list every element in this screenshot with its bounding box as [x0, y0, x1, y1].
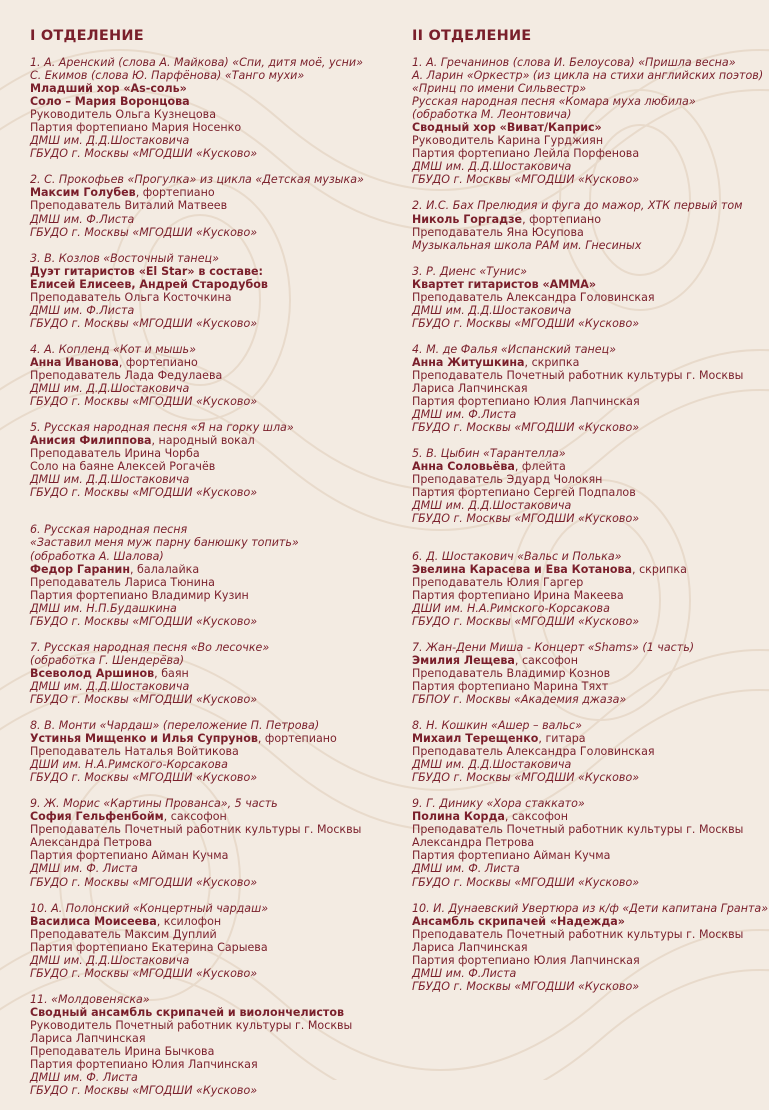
section-2: [412, 26, 769, 1006]
program-item: [30, 252, 390, 330]
staff-line: Партия фортепиано Владимир Кузин: [30, 588, 249, 602]
program-line: ГБУДО г. Москвы «МГОДШИ «Кусково»: [412, 512, 640, 526]
program-line: 9. Ж. Морис «Картины Прованса», 5 часть: [30, 797, 278, 811]
program-line: ГБУДО г. Москвы «МГОДШИ «Кусково»: [30, 692, 258, 706]
staff-line: Партия фортепиано Екатерина Сарыева: [30, 940, 268, 954]
program-item: [30, 719, 390, 784]
program-line: «Заставил меня муж парну банюшку топить»: [30, 536, 299, 550]
program-item: [30, 797, 390, 888]
program-line: ГБУДО г. Москвы «МГОДШИ «Кусково»: [30, 147, 258, 161]
performer-name: Анна Соловьёва: [412, 460, 515, 474]
performer-name: Максим Голубев: [30, 186, 136, 200]
staff-line: Преподаватель Ирина Бычкова: [30, 1045, 215, 1059]
program-line: ГБУДО г. Москвы «МГОДШИ «Кусково»: [30, 1084, 258, 1098]
performer-name: Николь Горгадзе: [412, 212, 523, 226]
program-item: [30, 902, 390, 980]
program-line: 4. М. де Фалья «Испанский танец»: [412, 342, 616, 356]
performer-line: [412, 460, 764, 473]
program-line: ГБУДО г. Москвы «МГОДШИ «Кусково»: [30, 614, 258, 628]
staff-line: Преподаватель Лариса Тюнина: [30, 575, 215, 589]
instrument: , скрипка: [524, 355, 580, 369]
program-item: [412, 641, 764, 706]
instrument: , гитара: [538, 732, 586, 746]
performer-line: [412, 213, 764, 226]
program-line: 11. «Молдовеняска»: [30, 992, 150, 1006]
program-line: 2. С. Прокофьев «Прогулка» из цикла «Детская музыка»: [30, 173, 364, 187]
section-1: [30, 26, 390, 1110]
program-line: ДШИ им. Н.А.Римского-Корсакова: [30, 758, 228, 772]
program-line: ГБУДО г. Москвы «МГОДШИ «Кусково»: [412, 421, 640, 435]
program-line: ДМШ им. Ф.Листа: [30, 303, 135, 317]
program-item: [30, 421, 390, 499]
instrument: , фортепиано: [118, 355, 198, 369]
program-line: ДМШ им. Д.Д.Шостаковича: [412, 499, 572, 513]
staff-line: Партия фортепиано Юлия Лапчинская: [30, 1058, 258, 1072]
staff-line: Преподаватель Юлия Гаргер: [412, 575, 584, 589]
program-item: [412, 797, 764, 888]
performer-name: Эмилия Лещева: [412, 653, 515, 667]
staff-line: Партия фортепиано Сергей Подпалов: [412, 486, 636, 500]
staff-line: Руководитель Почетный работник культуры г. Москвы: [30, 1018, 353, 1032]
program-line: А. Ларин «Оркестр» (из цикла на стихи английских поэтов): [412, 69, 764, 83]
program-item: [30, 343, 390, 408]
performer-line: [412, 654, 764, 667]
performer-name: Анисия Филиппова: [30, 434, 152, 448]
performer-line: Солo – Мария Воронцова: [30, 95, 190, 109]
program-item: [412, 719, 764, 784]
instrument: , фортепиано: [522, 212, 602, 226]
performer-line: [412, 356, 764, 369]
program-line: 9. Г. Динику «Хора стаккато»: [412, 797, 585, 811]
program-line: ГБУДО г. Москвы «МГОДШИ «Кусково»: [30, 486, 258, 500]
program-line: ГБУДО г. Москвы «МГОДШИ «Кусково»: [30, 225, 258, 239]
program-line: ДМШ им. Д.Д.Шостаковича: [412, 303, 572, 317]
staff-line: Преподаватель Ирина Чорба: [30, 447, 200, 461]
staff-line: Партия фортепиано Юлия Лапчинская: [412, 395, 640, 409]
performer-line: [412, 810, 764, 823]
program-line: ГБУДО г. Москвы «МГОДШИ «Кусково»: [30, 875, 258, 889]
staff-line: Лариса Лапчинская: [412, 940, 528, 954]
program-line: 3. Р. Диенс «Тунис»: [412, 264, 528, 278]
staff-line: Партия фортепиано Марина Тяхт: [412, 679, 609, 693]
program-line: ГБУДО г. Москвы «МГОДШИ «Кусково»: [412, 979, 640, 993]
program-line: ДМШ им. Д.Д.Шостаковича: [412, 160, 572, 174]
instrument: , саксофон: [514, 653, 578, 667]
performer-line: [30, 732, 390, 745]
performer-line: [30, 186, 390, 199]
staff-line: Лариса Лапчинская: [412, 382, 528, 396]
performer-line: Сводный ансамбль скрипачей и виолончелистов: [30, 1005, 344, 1019]
instrument: , саксофон: [163, 810, 227, 824]
staff-line: Партия фортепиано Лейла Порфенова: [412, 147, 640, 161]
performer-line: [30, 915, 390, 928]
performer-line: Квартет гитаристов «АММА»: [412, 277, 597, 291]
performer-line: Сводный хор «Виват/Каприс»: [412, 121, 602, 135]
program-line: (обработка М. Леонтовича): [412, 108, 572, 122]
staff-line: Преподаватель Лада Федулаева: [30, 368, 223, 382]
program-line: ДМШ им. Ф.Листа: [412, 966, 517, 980]
program-line: ДМШ им. Ф.Листа: [30, 212, 135, 226]
program-line: ГБУДО г. Москвы «МГОДШИ «Кусково»: [412, 614, 640, 628]
program-line: ГБУДО г. Москвы «МГОДШИ «Кусково»: [412, 875, 640, 889]
instrument: , фортепиано: [257, 732, 337, 746]
program-line: ДМШ им. Д.Д.Шостаковича: [30, 953, 190, 967]
program-item: [412, 56, 764, 186]
program-line: ДМШ им. Д.Д.Шостаковича: [30, 134, 190, 148]
program-line: ГБУДО г. Москвы «МГОДШИ «Кусково»: [30, 395, 258, 409]
performer-line: [412, 563, 764, 576]
program-item: [30, 993, 390, 1097]
performer-name: Анна Иванова: [30, 355, 119, 369]
program-line: 4. А. Копленд «Кот и мышь»: [30, 342, 196, 356]
program-line: ДМШ им. Ф. Листа: [412, 862, 520, 876]
staff-line: Партия фортепиано Ирина Макеева: [412, 588, 624, 602]
program-line: Русская народная песня «Комара муха любила»: [412, 95, 696, 109]
performer-line: Младший хор «As-соль»: [30, 82, 187, 96]
performer-line: [30, 356, 390, 369]
performer-name: София Гельфенбойм: [30, 810, 164, 824]
staff-line: Преподаватель Почетный работник культуры г. Москвы: [412, 823, 744, 837]
instrument: , ксилофон: [156, 914, 222, 928]
instrument: , балалайка: [130, 562, 200, 576]
performer-line: Елисей Елисеев, Андрей Стародубов: [30, 277, 268, 291]
program-line: ДМШ им. Н.П.Будашкина: [30, 601, 177, 615]
section-title: II ОТДЕЛЕНИЕ: [412, 28, 532, 44]
program-line: 6. Русская народная песня: [30, 523, 188, 537]
program-line: 7. Русская народная песня «Во лесочке»: [30, 640, 270, 654]
staff-line: Преподаватель Почетный работник культуры г. Москвы: [412, 927, 744, 941]
program-line: 1. А. Гречанинов (слова И. Белоусова) «Пришла весна»: [412, 56, 736, 69]
program-line: ДМШ им. Ф. Листа: [30, 1071, 138, 1085]
instrument: , народный вокал: [151, 434, 255, 448]
staff-line: Преподаватель Александра Головинская: [412, 745, 655, 759]
program-line: С. Екимов (слова Ю. Парфёнова) «Танго мухи»: [30, 69, 305, 83]
staff-line: Партия фортепиано Мария Носенко: [30, 121, 242, 135]
program-line: ГБПОУ г. Москвы «Академия джаза»: [412, 692, 627, 706]
program-line: ГБУДО г. Москвы «МГОДШИ «Кусково»: [412, 771, 640, 785]
staff-line: Преподаватель Максим Дуплий: [30, 927, 217, 941]
performer-line: [30, 667, 390, 680]
staff-line: Преподаватель Виталий Матвеев: [30, 199, 228, 213]
staff-line: Соло на баяне Алексей Рогачёв: [30, 460, 216, 474]
performer-name: Устинья Мищенко и Илья Супрунов: [30, 732, 258, 746]
program-line: 6. Д. Шостакович «Вальс и Полька»: [412, 549, 622, 563]
staff-line: Преподаватель Александра Головинская: [412, 290, 655, 304]
program-line: 8. В. Монти «Чардаш» (переложение П. Петрова): [30, 719, 320, 733]
program-line: (обработка Г. Шендерёва): [30, 653, 185, 667]
instrument: , флейта: [514, 460, 566, 474]
program-item: [412, 265, 764, 330]
program-line: 7. Жан-Дени Миша - Концерт «Shams» (1 часть): [412, 640, 695, 654]
performer-line: [412, 732, 764, 745]
staff-line: Преподаватель Почетный работник культуры г. Москвы: [30, 823, 362, 837]
staff-line: Руководитель Ольга Кузнецова: [30, 108, 216, 122]
staff-line: Партия фортепиано Айман Кучма: [30, 849, 229, 863]
program-item: [30, 173, 390, 238]
staff-line: Лариса Лапчинская: [30, 1032, 146, 1045]
program-line: ДМШ им. Д.Д.Шостаковича: [412, 758, 572, 772]
staff-line: Преподаватель Почетный работник культуры г. Москвы: [412, 368, 744, 382]
performer-name: Федор Гаранин: [30, 562, 130, 576]
section-title: I ОТДЕЛЕНИЕ: [30, 28, 144, 44]
program-line: 10. И. Дунаевский Увертюра из к/ф «Дети капитана Гранта»: [412, 901, 769, 915]
program-line: ДМШ им. Д.Д.Шостаковича: [30, 679, 190, 693]
program-line: ДШИ им. Н.А.Римского-Корсакова: [412, 601, 610, 615]
program-line: 1. А. Аренский (слова А. Майкова) «Спи, дитя моё, усни»: [30, 56, 363, 69]
program-line: ГБУДО г. Москвы «МГОДШИ «Кусково»: [30, 966, 258, 980]
staff-line: Преподаватель Наталья Войтикова: [30, 745, 239, 759]
program-item: [30, 523, 390, 627]
program-line: 3. В. Козлов «Восточный танец»: [30, 251, 219, 265]
program-line: 10. А. Полонский «Концертный чардаш»: [30, 901, 269, 915]
program-line: 5. В. Цыбин «Тарантелла»: [412, 447, 566, 461]
program-line: ГБУДО г. Москвы «МГОДШИ «Кусково»: [412, 316, 640, 330]
program-line: 5. Русская народная песня «Я на горку шла»: [30, 421, 294, 435]
performer-name: Анна Житушкина: [412, 355, 525, 369]
performer-name: Эвелина Карасева и Ева Котанова: [412, 562, 633, 576]
performer-name: Василиса Моисеева: [30, 914, 157, 928]
staff-line: Преподаватель Владимир Кознов: [412, 666, 611, 680]
staff-line: Александра Петрова: [412, 836, 535, 850]
instrument: , скрипка: [632, 562, 687, 576]
instrument: , фортепиано: [135, 186, 215, 200]
program-line: 8. Н. Кошкин «Ашер – вальс»: [412, 719, 582, 733]
instrument: , баян: [154, 666, 189, 680]
performer-line: [30, 563, 390, 576]
program-item: [412, 343, 764, 434]
instrument: , саксофон: [504, 810, 568, 824]
performer-line: [30, 810, 390, 823]
program-line: ДМШ им. Д.Д.Шостаковича: [30, 382, 190, 396]
staff-line: Партия фортепиано Айман Кучма: [412, 849, 611, 863]
program-item: [412, 447, 764, 525]
program-item: [30, 641, 390, 706]
program-line: ДМШ им. Ф. Листа: [30, 862, 138, 876]
performer-line: Ансамбль скрипачей «Надежда»: [412, 914, 625, 928]
program-line: ДМШ им. Ф.Листа: [412, 408, 517, 422]
performer-line: Дуэт гитаристов «El Star» в составе:: [30, 264, 263, 278]
performer-name: Михаил Терещенко: [412, 732, 539, 746]
program-item: [412, 550, 764, 628]
performer-line: [30, 434, 390, 447]
program-item: [412, 901, 769, 993]
performer-name: Всеволод Аршинов: [30, 666, 155, 680]
staff-line: Руководитель Карина Гурджиян: [412, 134, 604, 148]
staff-line: Преподаватель Эдуард Чолокян: [412, 473, 603, 487]
staff-line: Партия фортепиано Юлия Лапчинская: [412, 953, 640, 967]
program-line: 2. И.С. Бах Прелюдия и фуга до мажор, ХТК первый том: [412, 199, 743, 213]
program-line: (обработка А. Шалова): [30, 549, 164, 563]
staff-line: Александра Петрова: [30, 836, 153, 850]
program-item: [412, 199, 764, 251]
program-line: ДМШ им. Д.Д.Шостаковича: [30, 473, 190, 487]
program-line: «Принц по имени Сильвестр»: [412, 82, 587, 96]
program-line: Музыкальная школа РАМ им. Гнесиных: [412, 238, 642, 252]
performer-name: Полина Корда: [412, 810, 505, 824]
program-line: ГБУДО г. Москвы «МГОДШИ «Кусково»: [412, 173, 640, 187]
staff-line: Преподаватель Ольга Косточкина: [30, 290, 232, 304]
program-line: ГБУДО г. Москвы «МГОДШИ «Кусково»: [30, 316, 258, 330]
program-item: [30, 56, 390, 160]
program-line: ГБУДО г. Москвы «МГОДШИ «Кусково»: [30, 771, 258, 785]
staff-line: Преподаватель Яна Юсупова: [412, 225, 584, 239]
